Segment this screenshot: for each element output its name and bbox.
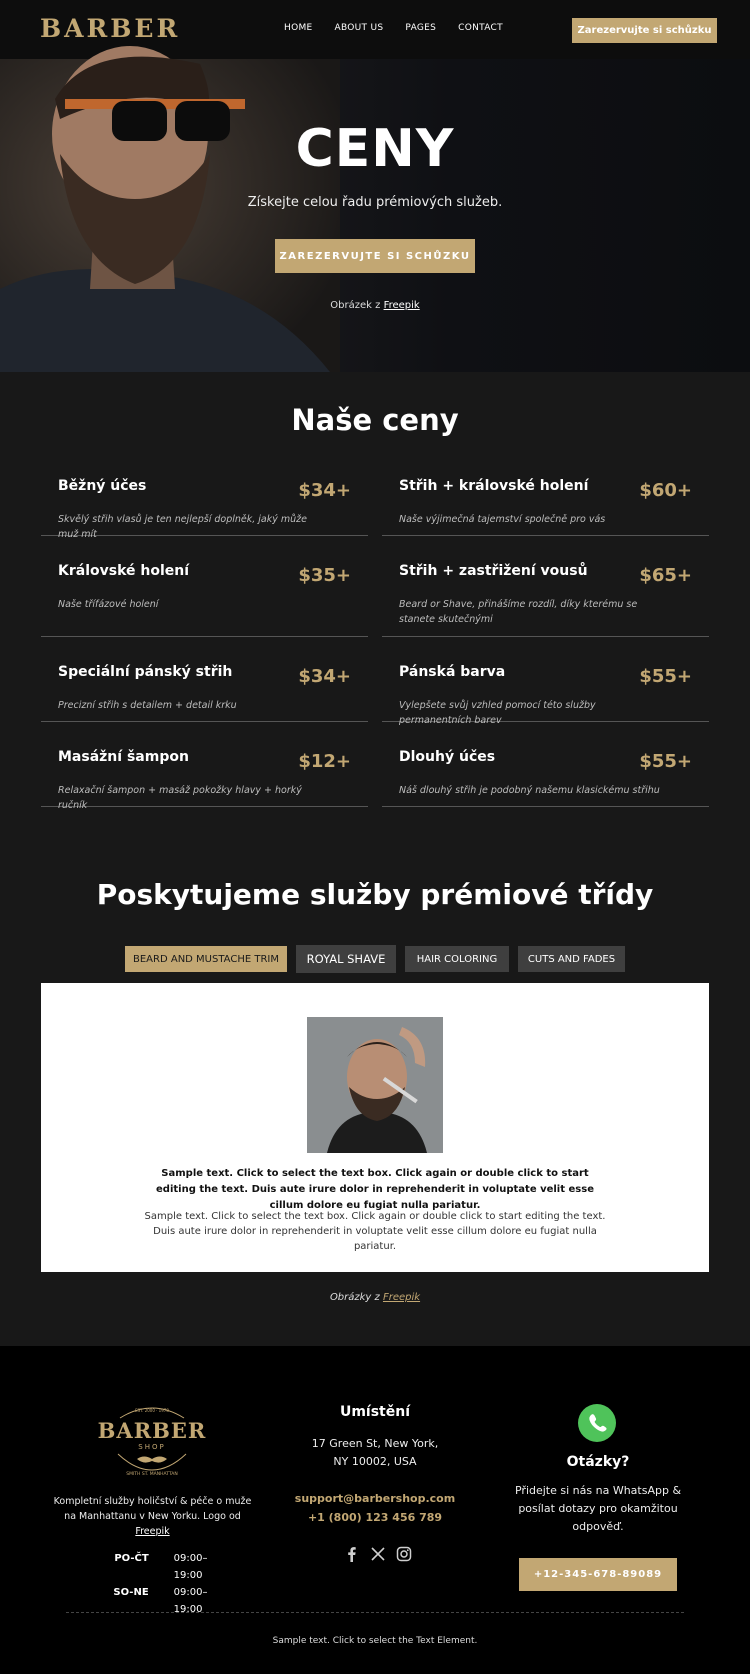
price-item-price: $34+ (298, 666, 351, 687)
questions-title: Otázky? (566, 1454, 630, 1470)
location-address (275, 1435, 475, 1471)
nav-pages[interactable]: PAGES (405, 23, 437, 33)
price-item-desc: Vylepšete svůj vzhled pomocí této služby permanentních barev (399, 700, 596, 726)
price-item-desc: Náš dlouhý střih je podobný našemu klasickému střihu (399, 785, 660, 796)
footer-divider (66, 1612, 684, 1613)
hero-subtitle: Získejte celou řadu prémiových služeb. (247, 195, 503, 210)
tab-beard-and-mustache-trim[interactable]: BEARD AND MUSTACHE TRIM (125, 946, 287, 972)
location-title: Umístění (339, 1404, 411, 1420)
nav-home[interactable]: HOME (284, 23, 313, 33)
hours-time: 09:00–19:00 (173, 1553, 208, 1581)
contact-phone[interactable]: +1 (800) 123 456 789 (307, 1511, 443, 1524)
footer-description-text: Kompletní služby holičství & péče o muže na Manhattanu v New Yorku. Logo od (53, 1496, 252, 1522)
price-item (41, 749, 368, 811)
service-panel-text[interactable]: Sample text. Click to select the text box. Click again or double click to start editing the text. Duis aute irure dolor in reprehenderit in voluptate velit esse cillum dolore eu fugiat nulla pariatur. (144, 1211, 606, 1252)
price-item (382, 563, 709, 637)
questions-text: Přidejte si nás na WhatsApp & posílat dotazy pro okamžitou odpověď. (514, 1484, 682, 1533)
logo-mid-text: SHOP (138, 1443, 166, 1451)
services-image-credit (0, 1292, 750, 1303)
whatsapp-icon[interactable] (578, 1404, 616, 1442)
price-item-desc: Relaxační šampon + masáž pokožky hlavy + horký ručník (58, 785, 302, 811)
hero-image-credit (0, 300, 750, 311)
address-line-1: 17 Green St, New York, (311, 1437, 439, 1450)
logo-bottom-text: SMITH ST. MANHATTAN (126, 1472, 178, 1477)
logo-arc-text: EST. 2000 · 1978 (135, 1408, 169, 1413)
social-links (344, 1546, 412, 1562)
tab-royal-shave[interactable]: ROYAL SHAVE (296, 945, 396, 973)
price-item-price: $65+ (639, 565, 692, 586)
hero-credit-prefix: Obrázek z (330, 300, 381, 311)
barber-trimming-beard-image (307, 1017, 443, 1153)
footer-logo-credit-link[interactable]: Freepik (135, 1526, 170, 1537)
price-item-desc: Naše třífázové holení (58, 599, 159, 610)
whatsapp-number-button[interactable]: +12-345-678-89089 (519, 1558, 677, 1591)
footer-bottom-text[interactable]: Sample text. Click to select the Text Element. (272, 1636, 478, 1646)
price-item (41, 478, 368, 540)
hero-title: CENY (295, 119, 455, 179)
price-item-name: Dlouhý účes (399, 749, 496, 765)
price-item-desc: Beard or Shave, přinášíme rozdíl, díky kterému se stanete skutečnými (399, 599, 638, 625)
price-item-name: Střih + královské holení (399, 478, 589, 494)
hero-bearded-man-image (0, 59, 340, 372)
logo-top-text: BARBER (97, 1418, 207, 1443)
hours-days: PO-ČT (114, 1553, 149, 1564)
price-item-name: Pánská barva (399, 664, 506, 680)
price-item-name: Masážní šampon (58, 749, 189, 765)
price-item-name: Běžný účes (58, 478, 147, 494)
service-panel-bold-text[interactable]: Sample text. Click to select the text box. Click again or double click to start editing the text. Duis aute irure dolor in reprehenderit in voluptate velit esse cillum dolore eu fugiat nulla pariatur. (156, 1168, 594, 1211)
contact-email[interactable]: support@barbershop.com (294, 1492, 456, 1505)
price-item-price: $35+ (298, 565, 351, 586)
price-item (382, 478, 709, 536)
services-credit-prefix: Obrázky z (329, 1292, 380, 1303)
price-item (382, 664, 709, 726)
price-item-price: $55+ (639, 751, 692, 772)
price-item-name: Střih + zastřižení vousů (399, 563, 588, 579)
price-item-desc: Skvělý střih vlasů je ten nejlepší doplněk, jaký může muž mít (58, 514, 307, 540)
header-booking-button[interactable]: Zarezervujte si schůzku (572, 18, 717, 43)
price-item (41, 664, 368, 722)
x-icon[interactable] (370, 1546, 386, 1562)
main-nav (284, 23, 503, 33)
services-credit-link[interactable]: Freepik (382, 1292, 421, 1303)
price-item-price: $12+ (298, 751, 351, 772)
nav-contact[interactable]: CONTACT (458, 23, 503, 33)
price-item (41, 563, 368, 637)
service-panel (41, 983, 709, 1272)
price-item-desc: Naše výjimečná tajemství společně pro vás (399, 514, 606, 525)
price-item (382, 749, 709, 807)
hero-credit-link[interactable]: Freepik (383, 300, 420, 311)
hero-section (0, 59, 750, 372)
price-item-price: $60+ (639, 480, 692, 501)
services-title: Poskytujeme služby prémiové třídy (96, 878, 654, 911)
barber-shop-logo (97, 1402, 207, 1482)
opening-hours (85, 1550, 235, 1618)
nav-about-us[interactable]: ABOUT US (334, 23, 384, 33)
footer-description (50, 1494, 255, 1539)
hours-time: 09:00–19:00 (173, 1587, 208, 1615)
address-line-2: NY 10002, USA (333, 1455, 417, 1468)
instagram-icon[interactable] (396, 1546, 412, 1562)
hours-row (85, 1550, 235, 1584)
site-logo[interactable]: BARBER (40, 14, 181, 43)
price-item-name: Královské holení (58, 563, 190, 579)
price-item-price: $55+ (639, 666, 692, 687)
tab-hair-coloring[interactable]: HAIR COLORING (405, 946, 509, 972)
hours-days: SO-NE (113, 1587, 149, 1598)
price-item-desc: Precizní střih s detailem + detail krku (58, 700, 237, 711)
price-item-name: Speciální pánský střih (58, 664, 233, 680)
facebook-icon[interactable] (344, 1546, 360, 1562)
prices-title: Naše ceny (291, 403, 459, 437)
site-footer (0, 1346, 750, 1674)
tab-cuts-and-fades[interactable]: CUTS AND FADES (518, 946, 625, 972)
hero-booking-button[interactable]: ZAREZERVUJTE SI SCHŮZKU (275, 239, 475, 273)
price-item-price: $34+ (298, 480, 351, 501)
